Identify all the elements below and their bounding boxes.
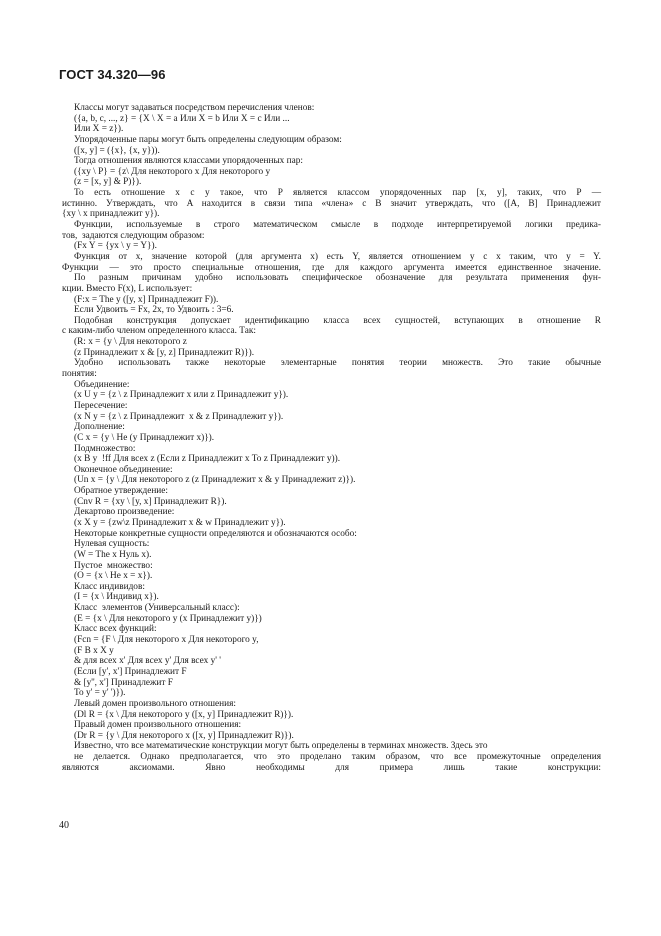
text-line: (x U y = {z \ z Принадлежит x или z Принадлежит y}). <box>74 390 289 401</box>
text-line: Класс элементов (Универсальный класс): <box>74 603 240 614</box>
text-line: (Un x = {y \ Для некоторого z (z Принадлежит x & y Принадлежит z)}). <box>74 475 356 486</box>
text-line: (C x = {y \ He (y Принадлежит x)}). <box>74 432 215 443</box>
text-line: Объединение: <box>74 379 130 390</box>
text-line: (Dr R = {y \ Для некоторого x ([x, y] Принадлежит R)}). <box>74 730 294 741</box>
text-line: & для всех x' Для всех y' Для всех y' ' <box>74 656 221 667</box>
text-line: (I = {x \ Индивид x}). <box>74 592 159 603</box>
text-line: Упорядоченные пары могут быть определены следующим образом: <box>74 134 342 145</box>
text-line: (F:x = The y ([y, x] Принадлежит F)). <box>74 294 219 305</box>
text-line: Класс индивидов: <box>74 581 145 592</box>
page-header-standard: ГОСТ 34.320—96 <box>59 67 166 82</box>
text-line: (Если [y', x'] Принадлежит F <box>74 666 187 677</box>
text-line: То есть отношение x с y такое, что P является классом упорядоченных пар [x, y], таких, что P — <box>74 188 601 199</box>
body-text <box>62 103 601 784</box>
text-line: Или X = z}). <box>74 124 124 135</box>
text-line: Функции — это просто специальные отношения, где для каждого аргумента имеется единственное значение. <box>62 262 601 273</box>
text-line: кции. Вместо F(x), L использует: <box>62 283 193 294</box>
text-line: (Fx Y = {yx \ y = Y}). <box>74 241 157 252</box>
text-line: с каким-либо членом определенного класса. Так: <box>62 326 256 337</box>
text-line: (x B y !ff Для всех z (Если z Принадлежит x To z Принадлежит y)). <box>74 454 341 465</box>
text-line: Если Удвоить = Fx, 2x, то Удвоить : 3=6. <box>74 305 234 316</box>
text-line: Подмножество: <box>74 443 136 454</box>
text-line: (z Принадлежит x & [y, z] Принадлежит R)}). <box>74 347 255 358</box>
text-line: (F B x X y <box>74 645 114 656</box>
page-number: 40 <box>59 820 69 831</box>
text-line: (E = {x \ Для некоторого y (x Принадлежит y)}) <box>74 613 262 624</box>
text-line: Удобно использовать также некоторые элементарные понятия теории множеств. Это такие обычные <box>74 358 601 369</box>
text-line: Подобная конструкция допускает идентификацию класса всех сущностей, вступающих в отношение R <box>74 315 601 326</box>
text-line: (Dl R = {x \ Для некоторого y ([x, y] Принадлежит R)}). <box>74 709 294 720</box>
text-line: являются аксиомами. Явно необходимы для примера лишь такие конструкции: <box>62 762 601 773</box>
text-line: Функция от x, значение которой (для аргумента x) есть Y, является отношением y с x таким, что y = Y. <box>74 251 601 262</box>
text-line: {xy \ x принадлежит y}). <box>62 209 160 220</box>
text-line: (x X y = {zw\z Принадлежит x & w Принадлежит y}). <box>74 517 286 528</box>
text-line: Некоторые конкретные сущности определяются и обозначаются особо: <box>74 528 357 539</box>
text-line: Функции, используемые в строго математическом смысле в подходе интерпретируемой логики предика- <box>74 220 601 231</box>
text-line: (x N y = {z \ z Принадлежит x & z Принадлежит y}). <box>74 411 284 422</box>
text-line: Декартово произведение: <box>74 507 175 518</box>
text-line: (W = The x Нуль x). <box>74 549 152 560</box>
text-line: (O = {x \ He x = x}). <box>74 571 153 582</box>
text-line: То y' = y' ')}). <box>74 688 126 699</box>
text-line: Класс всех функций: <box>74 624 157 635</box>
text-line: Пустое множество: <box>74 560 153 571</box>
text-line: ([x, y] = ({x}, {x, y})). <box>74 145 160 156</box>
text-line: ({a, b, c, ..., z} = {X \ X = a Или X = b Или X = c Или ... <box>74 113 290 124</box>
text-line: Тогда отношения являются классами упорядоченных пар: <box>74 156 303 167</box>
text-line: (z = [x, y] & P)}). <box>74 177 142 188</box>
text-line: понятия: <box>62 369 97 380</box>
text-line: ({xy \ P} = {z\ Для некоторого x Для некоторого y <box>74 166 271 177</box>
text-line: не делается. Однако предполагается, что это проделано таким образом, что все промежуточные определения <box>74 752 601 763</box>
text-line <box>62 773 601 784</box>
text-line: Пересечение: <box>74 400 128 411</box>
text-line: (R: x = {y \ Для некоторого z <box>74 337 187 348</box>
text-line: истинно. Утверждать, что A находится в связи типа «члена» с B значит утверждать, что ([A, B] Принадлежит <box>62 198 601 209</box>
text-line: Правый домен произвольного отношения: <box>74 720 242 731</box>
text-line: (Fcn = {F \ Для некоторого x Для некоторого y, <box>74 635 259 646</box>
text-line: Дополнение: <box>74 422 125 433</box>
text-line: (Cnv R = {xy \ [y, x] Принадлежит R}). <box>74 496 227 507</box>
text-line: Классы могут задаваться посредством перечисления членов: <box>74 103 315 113</box>
text-line: Известно, что все математические конструкции могут быть определены в терминах множеств. Здесь это <box>74 741 488 752</box>
text-line: тов, задаются следующим образом: <box>62 230 205 241</box>
text-line: По разным причинам удобно использовать специфическое обозначение для результата применения фун- <box>74 273 601 284</box>
text-line: & [y'', x'] Принадлежит F <box>74 677 173 688</box>
text-line: Левый домен произвольного отношения: <box>74 698 236 709</box>
text-line: Оконечное объединение: <box>74 464 173 475</box>
text-line: Нулевая сущность: <box>74 539 150 550</box>
text-line: Обратное утверждение: <box>74 486 168 497</box>
